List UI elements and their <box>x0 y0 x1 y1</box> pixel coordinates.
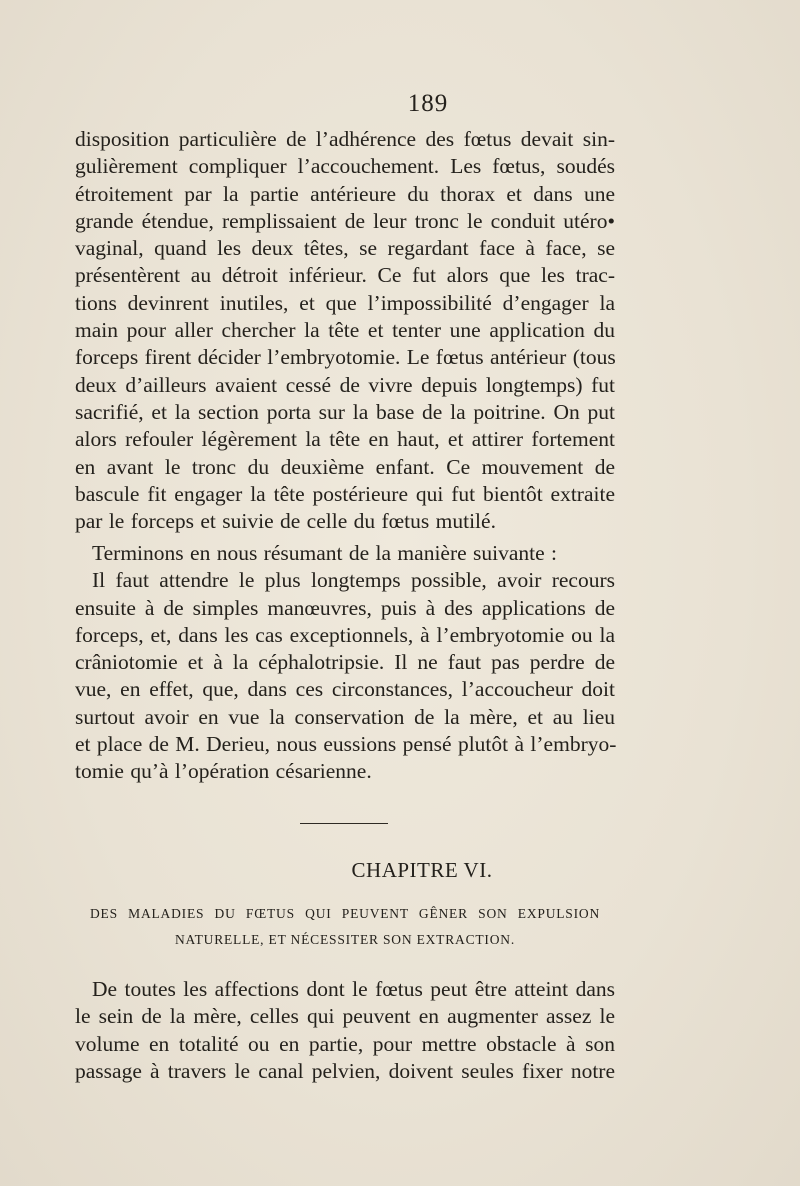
text-line: par le forceps et suivie de celle du fœtus mutilé. <box>75 509 496 534</box>
text-line: vue, en effet, que, dans ces circonstances, l’accoucheur doit <box>75 677 615 702</box>
text-line: vaginal, quand les deux têtes, se regardant face à face, se <box>75 236 615 261</box>
text-line: tomie qu’à l’opération césarienne. <box>75 759 372 784</box>
text-line: présentèrent au détroit inférieur. Ce fut alors que les trac- <box>75 263 615 288</box>
text-line: et place de M. Derieu, nous eussions pensé plutôt à l’embryo- <box>75 732 617 757</box>
paragraph-chapter-intro <box>75 976 615 1085</box>
text-line: grande étendue, remplissaient de leur tronc le conduit utéro• <box>75 208 615 233</box>
text-line: gulièrement compliquer l’accouchement. Les fœtus, soudés <box>75 154 615 179</box>
text-line: le sein de la mère, celles qui peuvent en augmenter assez le <box>75 1004 615 1029</box>
page-number: 189 <box>407 90 449 117</box>
text-line: sacrifié, et la section porta sur la base de la poitrine. On put <box>75 399 615 424</box>
text-line: forceps firent décider l’embryotomie. Le fœtus antérieur (tous <box>75 345 616 370</box>
chapter-subtitle: DES MALADIES DU FŒTUS QUI PEUVENT GÊNER SON EXPULSION <box>90 906 600 921</box>
text-line: surtout avoir en vue la conservation de la mère, et au lieu <box>75 704 615 729</box>
text-line: crâniotomie et à la céphalotripsie. Il ne faut pas perdre de <box>75 650 615 675</box>
chapter-title: CHAPITRE VI. <box>351 858 493 882</box>
text-line: De toutes les affections dont le fœtus peut être atteint dans <box>92 977 615 1001</box>
text-line: main pour aller chercher la tête et tenter une application du <box>75 318 615 343</box>
text-line: en avant le tronc du deuxième enfant. Ce mouvement de <box>75 454 615 479</box>
text-line: ensuite à de simples manœuvres, puis à des applications de <box>75 595 615 620</box>
text-line: Terminons en nous résumant de la manière suivante : <box>92 541 558 565</box>
text-line: alors refouler légèrement la tête en haut, et attirer fortement <box>75 427 615 452</box>
chapter-subtitle: NATURELLE, ET NÉCESSITER SON EXTRACTION. <box>175 932 515 947</box>
text-line: tions devinrent inutiles, et que l’impossibilité d’engager la <box>75 290 615 315</box>
text-line: disposition particulière de l’adhérence des fœtus devait sin- <box>75 127 615 151</box>
text-line: passage à travers le canal pelvien, doivent seules fixer notre <box>75 1058 615 1083</box>
text-line: deux d’ailleurs avaient cessé de vivre depuis longtemps) fut <box>75 372 615 397</box>
text-line: Il faut attendre le plus longtemps possible, avoir recours <box>92 568 615 593</box>
text-line: étroitement par la partie antérieure du thorax et dans une <box>75 181 615 206</box>
paragraph-conclusion <box>75 540 615 786</box>
text-line: bascule fit engager la tête postérieure qui fut bientôt extraite <box>75 481 615 506</box>
paragraph-case-description <box>75 126 615 535</box>
text-line: volume en totalité ou en partie, pour mettre obstacle à son <box>75 1031 615 1056</box>
text-line: forceps, et, dans les cas exceptionnels, à l’embryotomie ou la <box>75 622 615 647</box>
section-divider <box>300 823 388 824</box>
